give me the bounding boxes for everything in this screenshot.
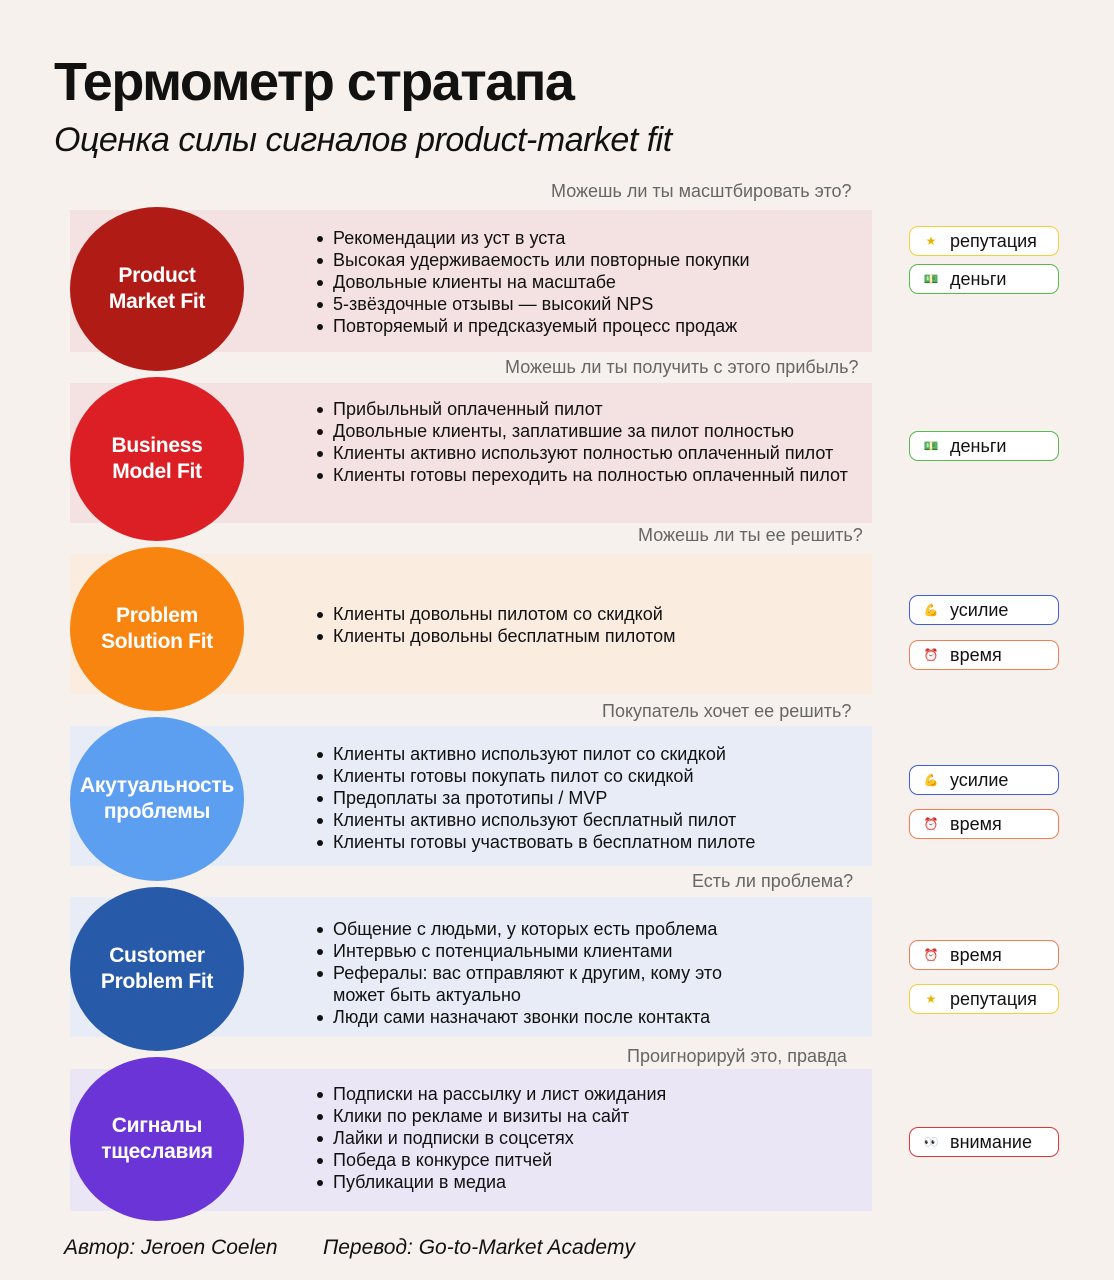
stage-circle-label: Сигналы тщеславия xyxy=(101,1114,213,1163)
list-item: Клиенты активно используют полностью оплаченный пилот xyxy=(314,442,864,464)
stage-circle-label: Business Model Fit xyxy=(111,434,203,483)
tag-label: деньги xyxy=(950,435,1007,456)
stage-question: Можешь ли ты ее решить? xyxy=(638,525,863,545)
tag-time xyxy=(909,640,1059,670)
list-item: Клиенты готовы покупать пилот со скидкой xyxy=(314,765,864,787)
tag-reputation xyxy=(909,226,1059,256)
tag-label: репутация xyxy=(950,988,1037,1009)
stage-circle-label: Problem Solution Fit xyxy=(101,604,213,653)
alarm-clock-icon: ⏰ xyxy=(923,948,939,962)
stage-circle-customer-problem-fit xyxy=(70,887,244,1051)
tag-label: время xyxy=(950,644,1002,665)
alarm-clock-icon: ⏰ xyxy=(923,817,939,831)
page-subtitle: Оценка силы сигналов product-market fit xyxy=(54,121,672,159)
money-icon: 💵 xyxy=(923,272,939,286)
star-icon: ★ xyxy=(925,992,937,1006)
list-item: Люди сами назначают звонки после контакта xyxy=(314,1006,734,1028)
list-item: Клиенты активно используют бесплатный пилот xyxy=(314,809,864,831)
stage-question: Можешь ли ты получить с этого прибыль? xyxy=(505,357,859,377)
list-item: Прибыльный оплаченный пилот xyxy=(314,398,864,420)
list-item: Интервью с потенциальными клиентами xyxy=(314,940,734,962)
signal-list xyxy=(314,227,864,337)
list-item: Рефералы: вас отправляют к другим, кому это может быть актуально xyxy=(314,962,734,1006)
list-item: Клиенты готовы переходить на полностью оплаченный пилот xyxy=(314,464,864,486)
list-item: Клиенты довольны бесплатным пилотом xyxy=(314,625,864,647)
signal-list xyxy=(314,918,734,1028)
list-item: Довольные клиенты, заплатившие за пилот полностью xyxy=(314,420,864,442)
tag-label: время xyxy=(950,813,1002,834)
list-item: Клиенты готовы участвовать в бесплатном пилоте xyxy=(314,831,864,853)
tag-money xyxy=(909,264,1059,294)
list-item: Общение с людьми, у которых есть проблема xyxy=(314,918,734,940)
list-item: 5-звёздочные отзывы — высокий NPS xyxy=(314,293,864,315)
list-item: Публикации в медиа xyxy=(314,1171,864,1193)
stage-question: Проигнорируй это, правда xyxy=(627,1046,847,1066)
alarm-clock-icon: ⏰ xyxy=(923,648,939,662)
stage-circle-product-market-fit xyxy=(70,207,244,371)
stage-circle-label: Customer Problem Fit xyxy=(100,944,214,993)
stage-circle-business-model-fit xyxy=(70,377,244,541)
tag-effort xyxy=(909,765,1059,795)
tag-reputation xyxy=(909,984,1059,1014)
stage-circle-vanity-signals xyxy=(70,1057,244,1221)
list-item: Подписки на рассылку и лист ожидания xyxy=(314,1083,864,1105)
list-item: Повторяемый и предсказуемый процесс продаж xyxy=(314,315,864,337)
tag-label: репутация xyxy=(950,230,1037,251)
list-item: Клиенты довольны пилотом со скидкой xyxy=(314,603,864,625)
list-item: Лайки и подписки в соцсетях xyxy=(314,1127,864,1149)
flexed-biceps-icon: 💪 xyxy=(923,773,939,787)
stage-question: Покупатель хочет ее решить? xyxy=(602,701,852,721)
list-item: Высокая удерживаемость или повторные покупки xyxy=(314,249,864,271)
list-item: Довольные клиенты на масштабе xyxy=(314,271,864,293)
signal-list xyxy=(314,398,864,486)
signal-list xyxy=(314,743,864,853)
page-title: Термометр стратапа xyxy=(54,52,574,112)
eyes-icon: 👀 xyxy=(923,1135,939,1149)
tag-label: усилие xyxy=(950,769,1009,790)
stage-circle-problem-solution-fit xyxy=(70,547,244,711)
stage-circle-problem-relevance xyxy=(70,717,244,881)
author-credit: Автор: Jeroen Coelen xyxy=(64,1236,278,1259)
stage-circle-label: Product Market Fit xyxy=(108,264,206,313)
tag-time xyxy=(909,940,1059,970)
list-item: Победа в конкурсе питчей xyxy=(314,1149,864,1171)
list-item: Предоплаты за прототипы / MVP xyxy=(314,787,864,809)
tag-attention xyxy=(909,1127,1059,1157)
tag-money xyxy=(909,431,1059,461)
tag-label: деньги xyxy=(950,268,1007,289)
star-icon: ★ xyxy=(925,234,937,248)
signal-list xyxy=(314,603,864,647)
list-item: Рекомендации из уст в уста xyxy=(314,227,864,249)
tag-label: внимание xyxy=(950,1131,1032,1152)
stage-question: Можешь ли ты масштбировать это? xyxy=(551,181,852,201)
money-icon: 💵 xyxy=(923,439,939,453)
tag-effort xyxy=(909,595,1059,625)
list-item: Клики по рекламе и визиты на сайт xyxy=(314,1105,864,1127)
signal-list xyxy=(314,1083,864,1193)
tag-label: усилие xyxy=(950,599,1009,620)
flexed-biceps-icon: 💪 xyxy=(923,603,939,617)
stage-question: Есть ли проблема? xyxy=(692,871,854,891)
stage-circle-label: Акутуальность проблемы xyxy=(80,774,234,823)
translation-credit: Перевод: Go-to-Market Academy xyxy=(323,1236,635,1259)
tag-time xyxy=(909,809,1059,839)
tag-label: время xyxy=(950,944,1002,965)
list-item: Клиенты активно используют пилот со скидкой xyxy=(314,743,864,765)
